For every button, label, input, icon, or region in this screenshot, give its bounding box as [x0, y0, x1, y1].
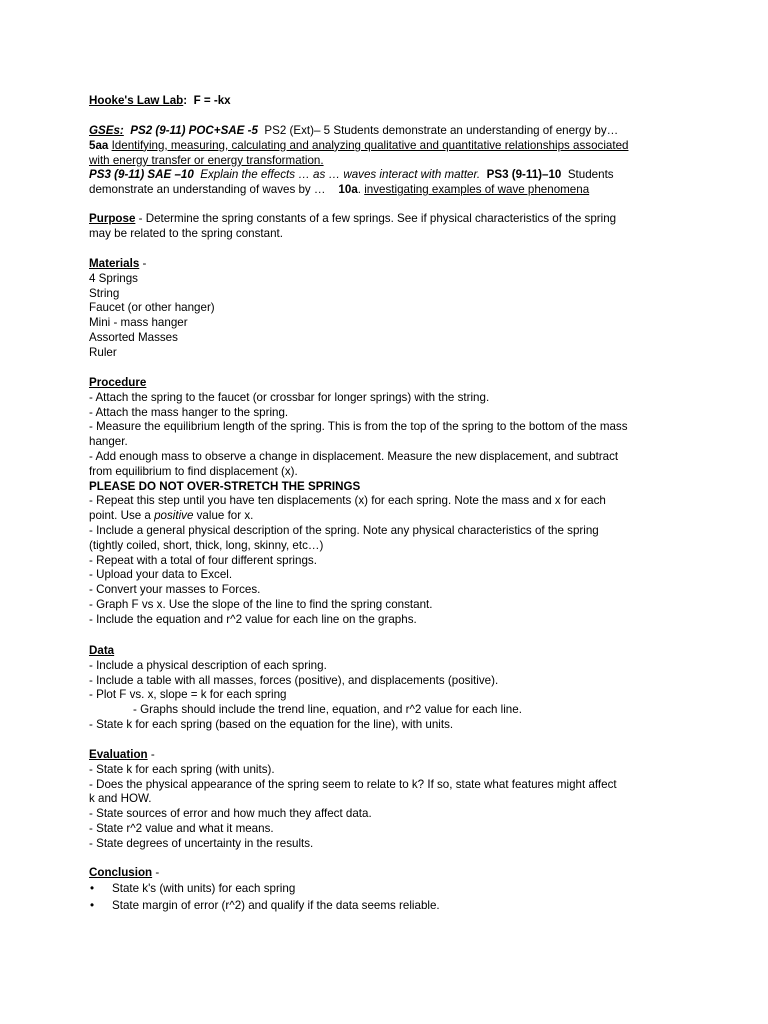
- evaluation-section: [89, 748, 689, 852]
- gses-10a-code: 10a: [338, 183, 358, 197]
- procedure-line: - Add enough mass to observe a change in displacement. Measure the new displacement, and subtract: [89, 449, 619, 463]
- conclusion-section: [89, 866, 689, 913]
- gses-line-1: [89, 124, 689, 139]
- procedure-line: - Measure the equilibrium length of the spring. This is from the top of the spring to the bottom of the mass: [89, 420, 628, 434]
- materials-item: Assorted Masses: [89, 330, 178, 344]
- gses-5aa-text-1: Identifying, measuring, calculating and analyzing qualitative and quantitative relationships associated: [111, 138, 629, 152]
- document-title: [89, 94, 689, 109]
- evaluation-line: - Does the physical appearance of the spring seem to relate to k? If so, state what features might affect: [89, 777, 617, 791]
- procedure-section: [89, 376, 689, 628]
- procedure-repeat-line-2: [89, 509, 689, 524]
- evaluation-line: - State sources of error and how much they affect data.: [89, 807, 372, 821]
- gses-ps3-italic: Explain the effects … as … waves interact with matter.: [200, 168, 481, 182]
- conclusion-bullet-item: [89, 899, 689, 914]
- gses-line-2: [89, 139, 689, 154]
- evaluation-line: - State k for each spring (with units).: [89, 762, 275, 776]
- purpose-section: [89, 212, 689, 242]
- gses-ps2-code: PS2 (9-11) POC+SAE -5: [130, 124, 258, 137]
- conclusion-heading-line: [89, 866, 689, 881]
- conclusion-bullet-text: State margin of error (r^2) and qualify if the data seems reliable.: [112, 898, 440, 912]
- gses-label: GSEs:: [89, 124, 124, 137]
- procedure-line: - Convert your masses to Forces.: [89, 583, 261, 597]
- procedure-line: - Repeat with a total of four different springs.: [89, 553, 317, 567]
- conclusion-suffix: -: [152, 866, 160, 879]
- gses-ps3-text: Students: [567, 168, 614, 182]
- procedure-warning: PLEASE DO NOT OVER-STRETCH THE SPRINGS: [89, 479, 361, 493]
- gses-section: [89, 124, 689, 198]
- bullet-dot-icon: •: [89, 898, 95, 912]
- procedure-line: hanger.: [89, 435, 128, 449]
- data-heading: Data: [89, 644, 115, 657]
- evaluation-suffix: -: [147, 748, 155, 761]
- conclusion-bullet-text: State k's (with units) for each spring: [112, 881, 296, 895]
- procedure-repeat-text-a: point. Use a: [89, 509, 155, 523]
- title-equation: F = -kx: [193, 94, 231, 107]
- procedure-line: - Include the equation and r^2 value for each line on the graphs.: [89, 612, 417, 626]
- data-last-line: - State k for each spring (based on the equation for the line), with units.: [89, 717, 454, 731]
- gses-ps3-code-2: PS3 (9-11)–10: [486, 168, 562, 182]
- data-line: - Plot F vs. x, slope = k for each spring: [89, 688, 287, 702]
- procedure-line: from equilibrium to find displacement (x).: [89, 464, 298, 478]
- evaluation-line: - State degrees of uncertainty in the results.: [89, 836, 314, 850]
- gses-ps3-code: PS3 (9-11) SAE –10: [89, 168, 194, 182]
- materials-suffix: -: [139, 257, 147, 270]
- purpose-line-2: may be related to the spring constant.: [89, 226, 283, 240]
- procedure-line: - Attach the spring to the faucet (or crossbar for longer springs) with the string.: [89, 390, 490, 404]
- purpose-heading: Purpose: [89, 212, 136, 225]
- gses-5aa-code: 5aa: [89, 138, 109, 152]
- gses-line-4: [89, 168, 689, 183]
- purpose-text-1: - Determine the spring constants of a few springs. See if physical characteristics of the spring: [135, 212, 617, 225]
- gses-line-3: [89, 154, 689, 169]
- bullet-dot-icon: •: [89, 881, 95, 895]
- data-line: - Include a table with all masses, forces (positive), and displacements (positive).: [89, 673, 499, 687]
- materials-item: Faucet (or other hanger): [89, 301, 215, 315]
- data-indented-line: - Graphs should include the trend line, equation, and r^2 value for each line.: [133, 703, 522, 717]
- procedure-line: - Graph F vs x. Use the slope of the line to find the spring constant.: [89, 597, 433, 611]
- title-label: Hooke's Law Lab: [89, 94, 184, 107]
- materials-item: Ruler: [89, 345, 117, 359]
- materials-item: 4 Springs: [89, 271, 138, 285]
- materials-section: [89, 257, 689, 361]
- materials-heading-line: [89, 257, 689, 272]
- data-section: [89, 644, 689, 733]
- evaluation-line: k and HOW.: [89, 792, 152, 806]
- gses-ps2-text: PS2 (Ext)– 5 Students demonstrate an understanding of energy by…: [264, 124, 619, 137]
- conclusion-bullet-item: [89, 882, 689, 897]
- evaluation-heading: Evaluation: [89, 748, 148, 761]
- evaluation-line: - State r^2 value and what it means.: [89, 821, 274, 835]
- gses-5aa-text-2: with energy transfer or energy transformation.: [89, 153, 324, 167]
- procedure-repeat-text-c: value for x.: [193, 509, 254, 523]
- materials-heading: Materials: [89, 257, 140, 270]
- title-colon: :: [183, 94, 188, 107]
- procedure-repeat-text-positive: positive: [154, 509, 194, 523]
- evaluation-heading-line: [89, 748, 689, 763]
- procedure-line: - Upload your data to Excel.: [89, 568, 233, 582]
- gses-line-5: demonstrate an understanding of waves by … 10a. investigating examples of wave phenomena: [89, 183, 590, 197]
- purpose-line-1: [89, 212, 689, 227]
- data-line: - Include a physical description of each spring.: [89, 658, 327, 672]
- procedure-heading: Procedure: [89, 376, 147, 389]
- materials-item: Mini - mass hanger: [89, 316, 188, 330]
- procedure-repeat-line-1: - Repeat this step until you have ten displacements (x) for each spring. Note the mass and x for each: [89, 494, 606, 508]
- conclusion-heading: Conclusion: [89, 866, 153, 879]
- procedure-line: - Include a general physical description of the spring. Note any physical characteristics of the spring: [89, 523, 599, 537]
- gses-10a-text: investigating examples of wave phenomena: [364, 183, 590, 197]
- gses-ps3-line-2: demonstrate an understanding of waves by …: [89, 183, 326, 197]
- procedure-line: (tightly coiled, short, thick, long, skinny, etc…): [89, 538, 324, 552]
- procedure-line: - Attach the mass hanger to the spring.: [89, 405, 289, 419]
- materials-item: String: [89, 286, 120, 300]
